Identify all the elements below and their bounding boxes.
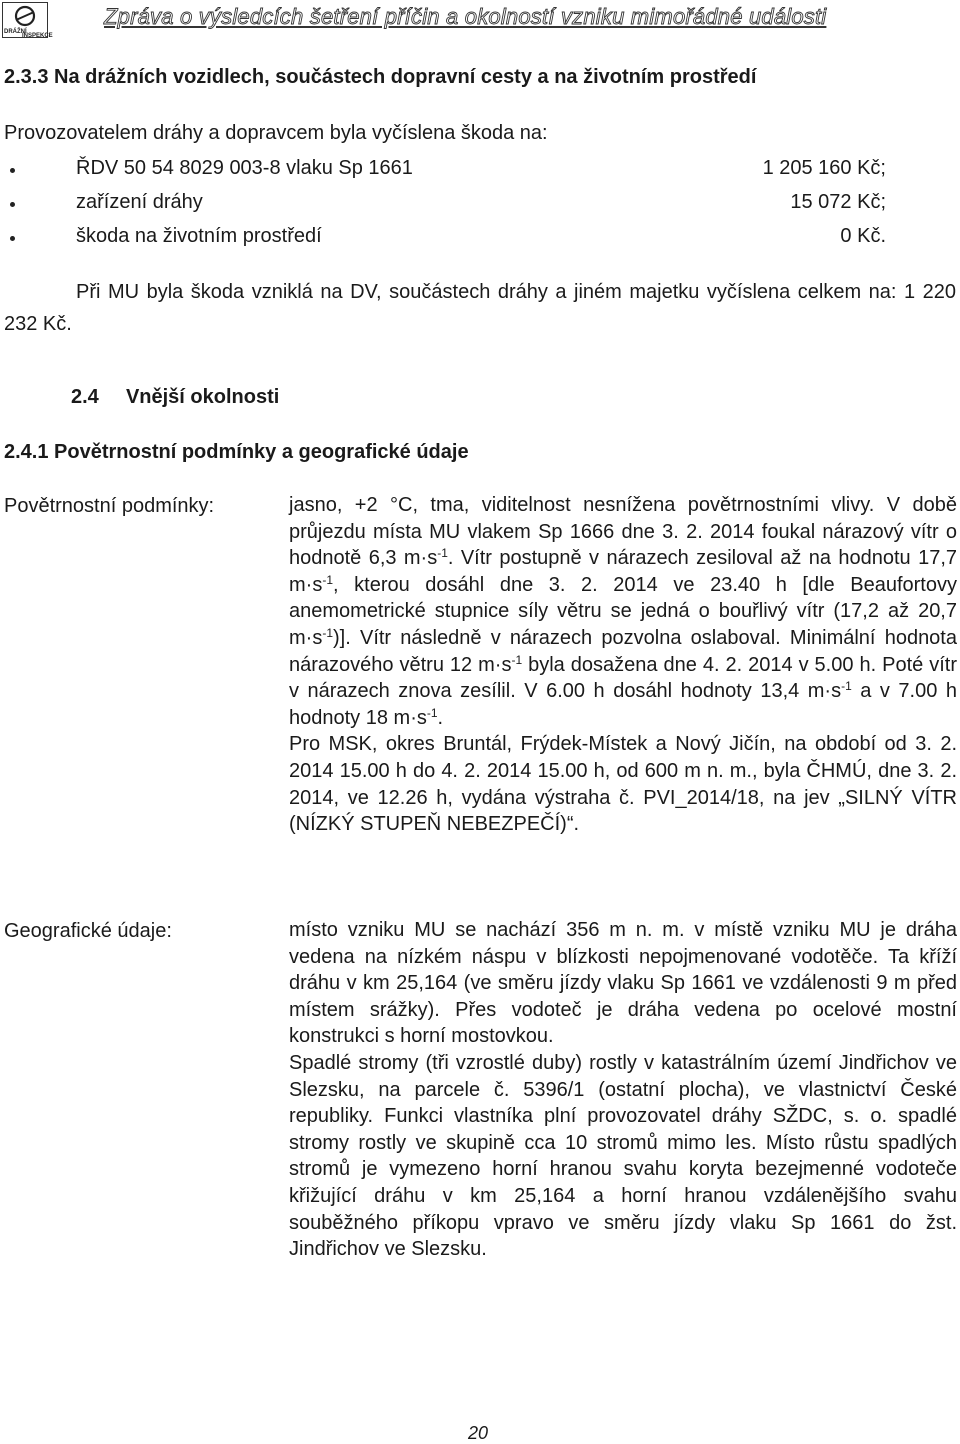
geography-trees: Spadlé stromy (tři vzrostlé duby) rostly v katastrálním území Jindřichov ve Slezsku, na parcele č. 5396/1 (ostatní plocha), ve vlastnictví České republiky. Funkci vlastníka plní provozovatel dráhy SŽDC, s. o. spadlé stromy rostly ve skupině cca 10 stromů mimo les. Místo růstu spadlých stromů je vymezeno horní hranou svahu koryta bezejmenné vodoteče křižující dráhu v km 25,164 a horní hranou vzdálenějšího svahu souběžného příkopu vpravo ve směru jízdy vlaku Sp 1661 do žst. Jindřichov ve Slezsku. <box>289 1051 957 1261</box>
logo-text-2: INSPEKCE <box>22 33 53 39</box>
damage-item-value: 15 072 Kč; <box>790 191 886 213</box>
weather-warning: Pro MSK, okres Bruntál, Frýdek-Místek a Nový Jičín, na období od 3. 2. 2014 15.00 h do 4. 2. 2014 15.00 h, od 600 m n. m., byla ČHMÚ, dne 3. 2. 2014, ve 12.26 h, vydána výstraha č. PVI_2014/18, na jev „SILNÝ VÍTR (NÍZKÝ STUPEŇ NEBEZPEČÍ)“. <box>289 733 957 836</box>
bullet-icon <box>10 168 15 173</box>
section-2-4-number: 2.4 <box>71 386 99 408</box>
section-2-4-title: Vnější okolnosti <box>125 386 280 408</box>
damage-summary: Při MU byla škoda vzniklá na DV, součástech dráhy a jiném majetku vyčíslena celkem na: 1 220 232 Kč. <box>4 281 956 335</box>
drazni-inspekce-logo <box>2 2 53 39</box>
geography-label: Geografické údaje: <box>4 920 172 942</box>
weather-description: jasno, +2 °C, tma, viditelnost nesnížena povětrnostními vlivy. V době průjezdu místa MU vlakem Sp 1666 dne 3. 2. 2014 foukal nárazový vítr o hodnotě 6,3 $m\cdot s^{-1}$. Vítr postupně v nárazech zesiloval až na hodnotu 17,7 $m\cdot s^{-1}$, kterou dosáhl dne 3. 2. 2014 ve 23.40 h [dle Beaufortovy anemometrické stupnice síly větru se jedná o bouřlivý vítr (17,2 až 20,7 $m\cdot s^{-1}$)]. Vítr následně v nárazech pozvolna oslaboval. Minimální hodnota nárazového větru 12 $m\cdot s^{-1}$ byla dosažena dne 4. 2. 2014 v 5.00 h. Poté vítr v nárazech znova zesílil. V 6.00 h dosáhl hodnoty 13,4 $m\cdot s^{-1}$ a v 7.00 h hodnoty 18 $m\cdot s^{-1}$. <box>289 494 957 729</box>
logo-text-1: DRÁŽNÍ <box>4 29 27 35</box>
weather-text <box>289 492 957 838</box>
weather-label: Povětrnostní podmínky: <box>4 495 215 517</box>
damage-item-value: 0 Kč. <box>840 225 886 247</box>
section-2-4-1-heading: 2.4.1 Povětrnostní podmínky a geografické údaje <box>4 441 469 463</box>
document-title: Zpráva o výsledcích šetření příčin a okolností vzniku mimořádné události <box>104 4 827 29</box>
bullet-icon <box>10 202 15 207</box>
geography-text <box>289 917 957 1263</box>
section-2-4-heading <box>71 386 279 409</box>
damage-item <box>0 191 886 221</box>
geography-location: místo vzniku MU se nachází 356 m n. m. v místě vzniku MU je dráha vedena na nízkém náspu v blízkosti nepojmenované vodotěče. Ta kříží dráhu v km 25,164 (ve směru jízdy vlaku Sp 1661 ve vzdálenosti 9 m před místem srážky). Přes vodoteč je dráha vedena po ocelové mostní konstrukci s horní mostovkou. <box>289 919 957 1048</box>
section-2-3-3-heading: 2.3.3 Na drážních vozidlech, součástech dopravní cesty a na životním prostředí <box>4 66 757 88</box>
damage-item-value: 1 205 160 Kč; <box>762 157 886 179</box>
bullet-icon <box>10 236 15 241</box>
damage-intro: Provozovatelem dráhy a dopravcem byla vyčíslena škoda na: <box>4 122 548 144</box>
damage-item-label: zařízení dráhy <box>76 191 203 213</box>
page-header <box>0 0 960 40</box>
damage-item <box>0 225 886 255</box>
damage-item-label: škoda na životním prostředí <box>76 225 322 247</box>
page-number: 20 <box>468 1423 489 1443</box>
damage-item <box>0 157 886 187</box>
damage-item-label: ŘDV 50 54 8029 003-8 vlaku Sp 1661 <box>76 157 413 179</box>
